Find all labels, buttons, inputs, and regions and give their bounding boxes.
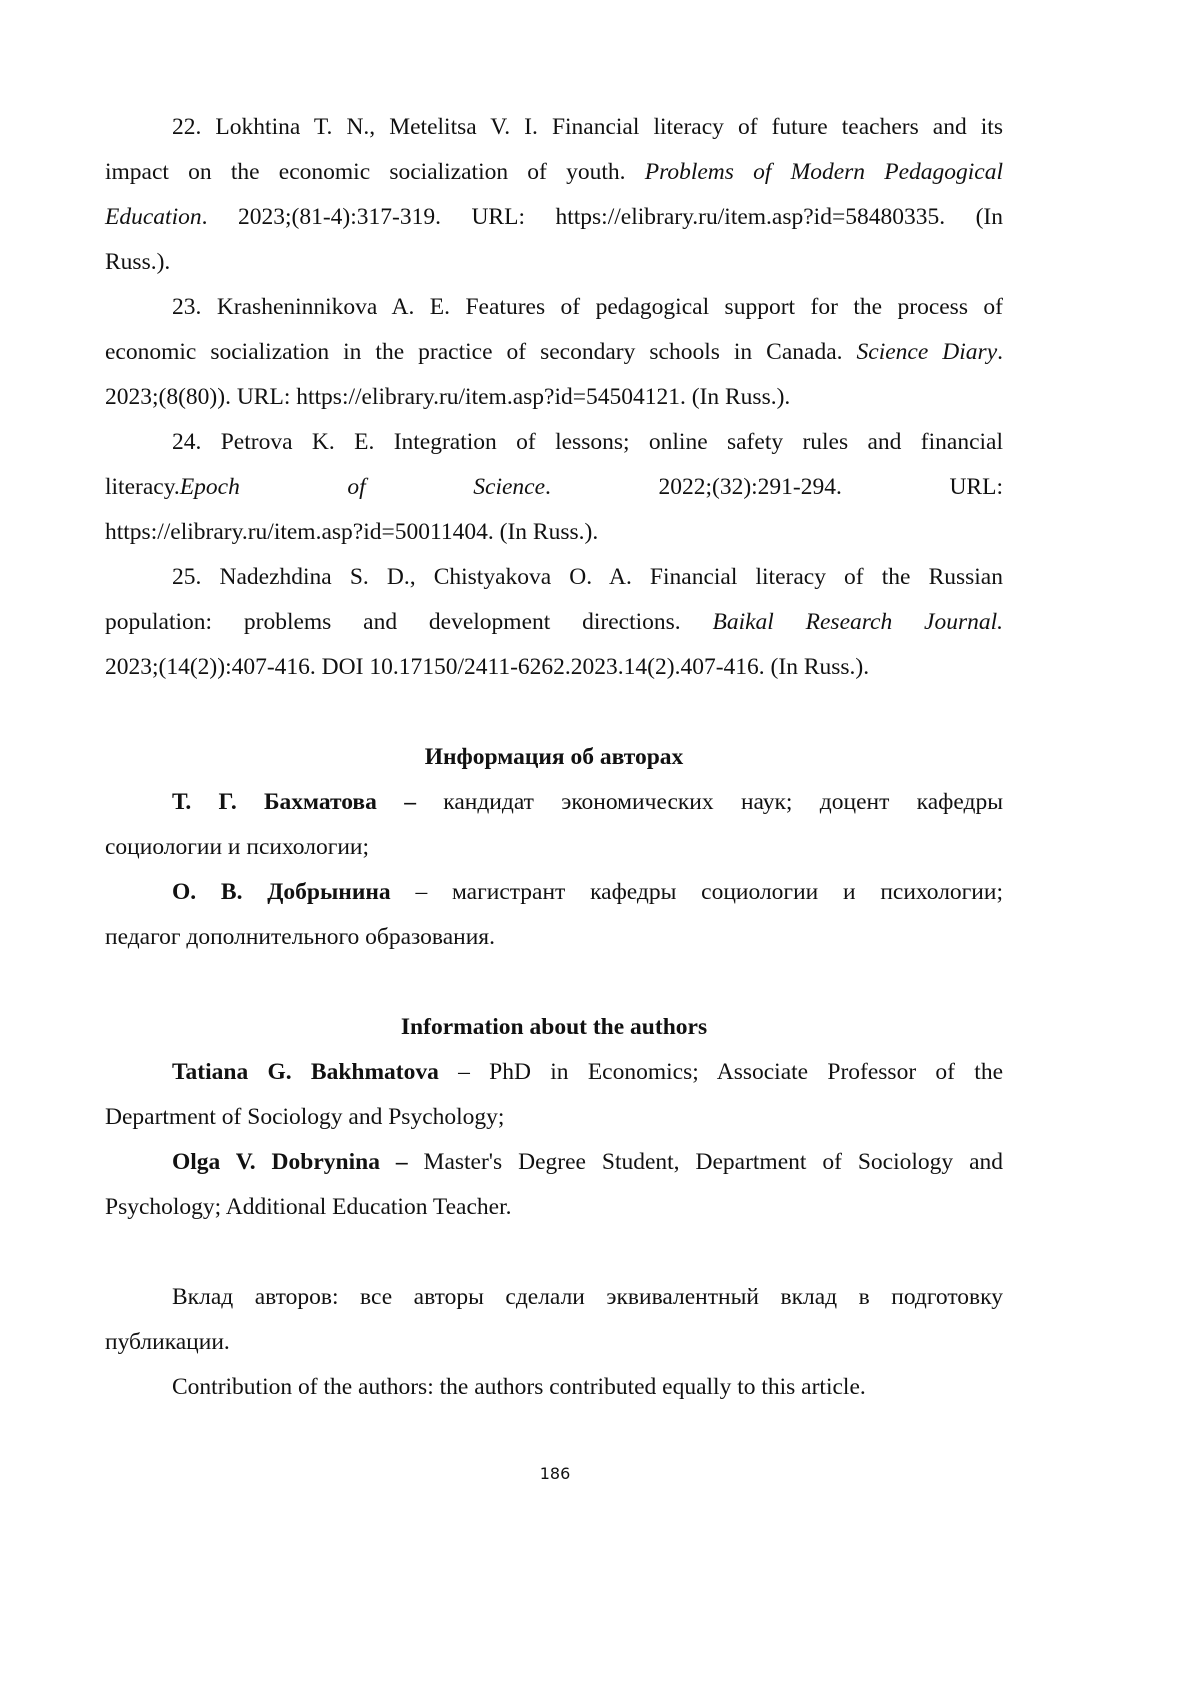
text-line: [105, 465, 1003, 510]
text-segment: педагог дополнительного образования.: [105, 924, 495, 950]
text-line: [105, 600, 1003, 645]
text-segment: 2023;(14(2)):407-416. DOI 10.17150/2411-6262.2023.14(2).407-416. (In Russ.).: [105, 654, 870, 680]
text-line: [105, 1140, 1003, 1185]
author-name: Tatiana G. Bakhmatova: [172, 1059, 439, 1085]
text-segment: .: [997, 339, 1003, 365]
text-segment: Contribution of the authors: the authors contributed equally to this article.: [172, 1374, 866, 1400]
text-line: [105, 1365, 1003, 1410]
text-segment: population: problems and development directions.: [105, 609, 713, 635]
text-segment: Master's Degree Student, Department of Sociology and: [407, 1149, 1003, 1175]
text-segment: Information about the authors: [400, 1014, 708, 1040]
text-line: [105, 375, 1003, 420]
text-line: [105, 105, 1003, 150]
author-name: Т. Г. Бахматова –: [172, 789, 416, 815]
text-segment: 22. Lokhtina T. N., Metelitsa V. I. Financial literacy of future teachers and its: [172, 114, 1003, 140]
text-line: [105, 1275, 1003, 1320]
text-segment: https://elibrary.ru/item.asp?id=50011404. (In Russ.).: [105, 519, 599, 545]
text-segment: публикации.: [105, 1329, 230, 1355]
text-segment: Psychology; Additional Education Teacher.: [105, 1194, 512, 1220]
text-segment: 23. Krasheninnikova A. E. Features of pedagogical support for the process of: [172, 294, 1003, 320]
text-segment: . 2023;(81-4):317-319. URL: https://elibrary.ru/item.asp?id=58480335. (In: [201, 204, 1003, 230]
text-segment: 2023;(8(80)). URL: https://elibrary.ru/item.asp?id=54504121. (In Russ.).: [105, 384, 791, 410]
text-line: [105, 1050, 1003, 1095]
journal-title: Science Diary: [856, 339, 998, 365]
text-line: [105, 510, 1003, 555]
section-heading: [105, 1005, 1003, 1050]
text-segment: impact on the economic socialization of youth.: [105, 159, 645, 185]
text-segment: Department of Sociology and Psychology;: [105, 1104, 505, 1130]
text-segment: кандидат экономических наук; доцент кафедры: [415, 789, 1003, 815]
text-line: [105, 195, 1003, 240]
text-line: [105, 330, 1003, 375]
text-segment: . 2022;(32):291-294. URL:: [545, 474, 1003, 500]
text-line: [105, 420, 1003, 465]
text-line: [105, 645, 1003, 690]
text-line: [105, 1095, 1003, 1140]
text-line: [105, 915, 1003, 960]
text-segment: – PhD in Economics; Associate Professor of the: [438, 1059, 1003, 1085]
text-segment: literacy.: [105, 474, 180, 500]
author-name: О. В. Добрынина: [172, 879, 391, 905]
text-segment: 25. Nadezhdina S. D., Chistyakova O. A. Financial literacy of the Russian: [172, 564, 1003, 590]
text-segment: Информация об авторах: [424, 744, 684, 770]
text-line: [105, 150, 1003, 195]
text-line: [105, 870, 1003, 915]
text-line: [105, 1320, 1003, 1365]
text-segment: economic socialization in the practice of secondary schools in Canada.: [105, 339, 857, 365]
journal-title: Baikal Research Journal.: [712, 609, 1003, 635]
author-name: Olga V. Dobrynina –: [172, 1149, 408, 1175]
journal-title: Education: [105, 204, 202, 230]
text-segment: Вклад авторов: все авторы сделали эквивалентный вклад в подготовку: [172, 1284, 1003, 1310]
text-line: [105, 780, 1003, 825]
text-line: [105, 1185, 1003, 1230]
text-line: [105, 825, 1003, 870]
text-segment: – магистрант кафедры социологии и психологии;: [390, 879, 1003, 905]
text-line: [105, 240, 1003, 285]
text-line: [105, 285, 1003, 330]
page-number: 186: [539, 1464, 571, 1483]
journal-title: Problems of Modern Pedagogical: [644, 159, 1003, 185]
text-segment: социологии и психологии;: [105, 834, 370, 860]
text-segment: Russ.).: [105, 249, 171, 275]
text-segment: 24. Petrova K. E. Integration of lessons; online safety rules and financial: [172, 429, 1003, 455]
text-line: [105, 555, 1003, 600]
journal-title: Epoch of Science: [179, 474, 546, 500]
section-heading: [105, 735, 1003, 780]
